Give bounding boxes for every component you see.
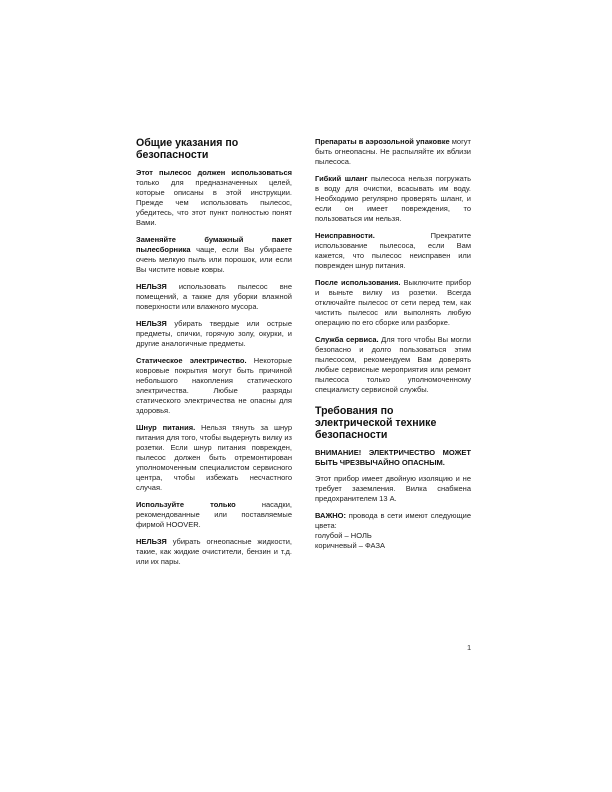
paragraph-text: использовать пылесос вне помещений, а также для уборки влажной поверхности или влажного мусора. [136, 282, 292, 311]
paragraph-text: Нельзя тянуть за шнур питания для того, чтобы выдернуть вилку из розетки. Если шнур питания поврежден, пылесос должен быть отремонтирован уполномоченным специалистом сервисного центра, чтобы избежать несчастного случая. [136, 423, 292, 492]
paragraph-lead: НЕЛЬЗЯ [136, 537, 167, 546]
paragraph-text: Прекратите использование пылесоса, если Вам кажется, что пылесос неисправен или поврежден шнур питания. [315, 231, 471, 270]
paragraph [315, 335, 471, 395]
paragraph [315, 137, 471, 167]
left-column [136, 137, 292, 574]
paragraph-lead: НЕЛЬЗЯ [136, 282, 167, 291]
paragraph [136, 282, 292, 312]
important-lead: ВАЖНО: [315, 511, 346, 520]
electrical-warning: ВНИМАНИЕ! ЭЛЕКТРИЧЕСТВО МОЖЕТ БЫТЬ ЧРЕЗВЫЧАЙНО ОПАСНЫМ. [315, 448, 471, 467]
section-heading-safety: Общие указания по безопасности [136, 137, 239, 161]
paragraph [315, 174, 471, 224]
paragraph [136, 356, 292, 416]
paragraph-text: насадки, рекомендованные или поставляемые фирмой HOOVER. [136, 500, 292, 529]
paragraph [136, 423, 292, 493]
page-number: 1 [467, 643, 472, 652]
paragraph [136, 537, 292, 567]
paragraph [136, 235, 292, 275]
paragraph-lead: Статическое электричество. [136, 356, 247, 365]
insulation-note: Этот прибор имеет двойную изоляцию и не требует заземления. Вилка снабжена предохранителем 13 А. [315, 474, 471, 503]
paragraph-text: могут быть огнеопасны. Не распыляйте их вблизи пылесоса. [315, 137, 471, 166]
paragraph-text: Для того чтобы Вы могли безопасно и долго пользоваться этим пылесосом, рекомендуем Вам доверять любые сервисные мероприятия или ремонт пылесоса только уполномоченному специалисту сервисной службы. [315, 335, 471, 394]
right-column [315, 137, 471, 551]
paragraph-text: убирать твердые или острые предметы, спички, горячую золу, окурки, и другие аналогичные предметы. [136, 319, 292, 348]
paragraph-lead: НЕЛЬЗЯ [136, 319, 167, 328]
paragraph-text: Выключите прибор и выньте вилку из розетки. Всегда отключайте пылесос от сети перед тем, как чистить пылесос или выполнять любую операцию по его сборке или разборке. [315, 278, 471, 327]
section-heading-electrical: Требования по электрической технике безопасности [315, 405, 437, 441]
paragraph [136, 168, 292, 228]
wire-blue: голубой – НОЛЬ [315, 531, 372, 540]
paragraph-lead: Заменяйте бумажный пакет пылесборника [136, 235, 292, 254]
paragraph [315, 278, 471, 328]
paragraph [315, 231, 471, 271]
paragraph-lead: Используйте только [136, 500, 236, 509]
paragraph-lead: Гибкий шланг [315, 174, 368, 183]
paragraph-lead: После использования. [315, 278, 401, 287]
paragraph-text: пылесоса нельзя погружать в воду для очистки, всасывать им воду. Необходимо регулярно проверять шланг, и если он имеет повреждения, то пользоваться им нельзя. [315, 174, 471, 223]
paragraph-lead: Служба сервиса. [315, 335, 379, 344]
paragraph-text: только для предназначенных целей, которые описаны в этой инструкции. Прежде чем использовать пылесос, убедитесь, что этот пункт полностью понят Вами. [136, 178, 292, 227]
important-note [315, 511, 471, 531]
wire-brown: коричневый – ФАЗА [315, 541, 386, 550]
paragraph [136, 500, 292, 530]
paragraph-lead: Шнур питания. [136, 423, 196, 432]
paragraph-lead: Неисправности. [315, 231, 375, 240]
important-text: провода в сети имеют следующие цвета: [315, 511, 471, 530]
paragraph-text: чаще, если Вы убираете очень мелкую пыль или порошок, или если Вы чистите новые ковры. [136, 245, 292, 274]
paragraph-text: убирать огнеопасные жидкости, такие, как жидкие очистители, бензин и т.д. или их пары. [136, 537, 292, 566]
paragraph-lead: Этот пылесос должен использоваться [136, 168, 292, 177]
paragraph-lead: Препараты в аэрозольной упаковке [315, 137, 450, 146]
paragraph-text: Некоторые ковровые покрытия могут быть причиной небольшого накопления статического электричества. Любые разряды статического электричества не опасны для здоровья. [136, 356, 292, 415]
paragraph [136, 319, 292, 349]
